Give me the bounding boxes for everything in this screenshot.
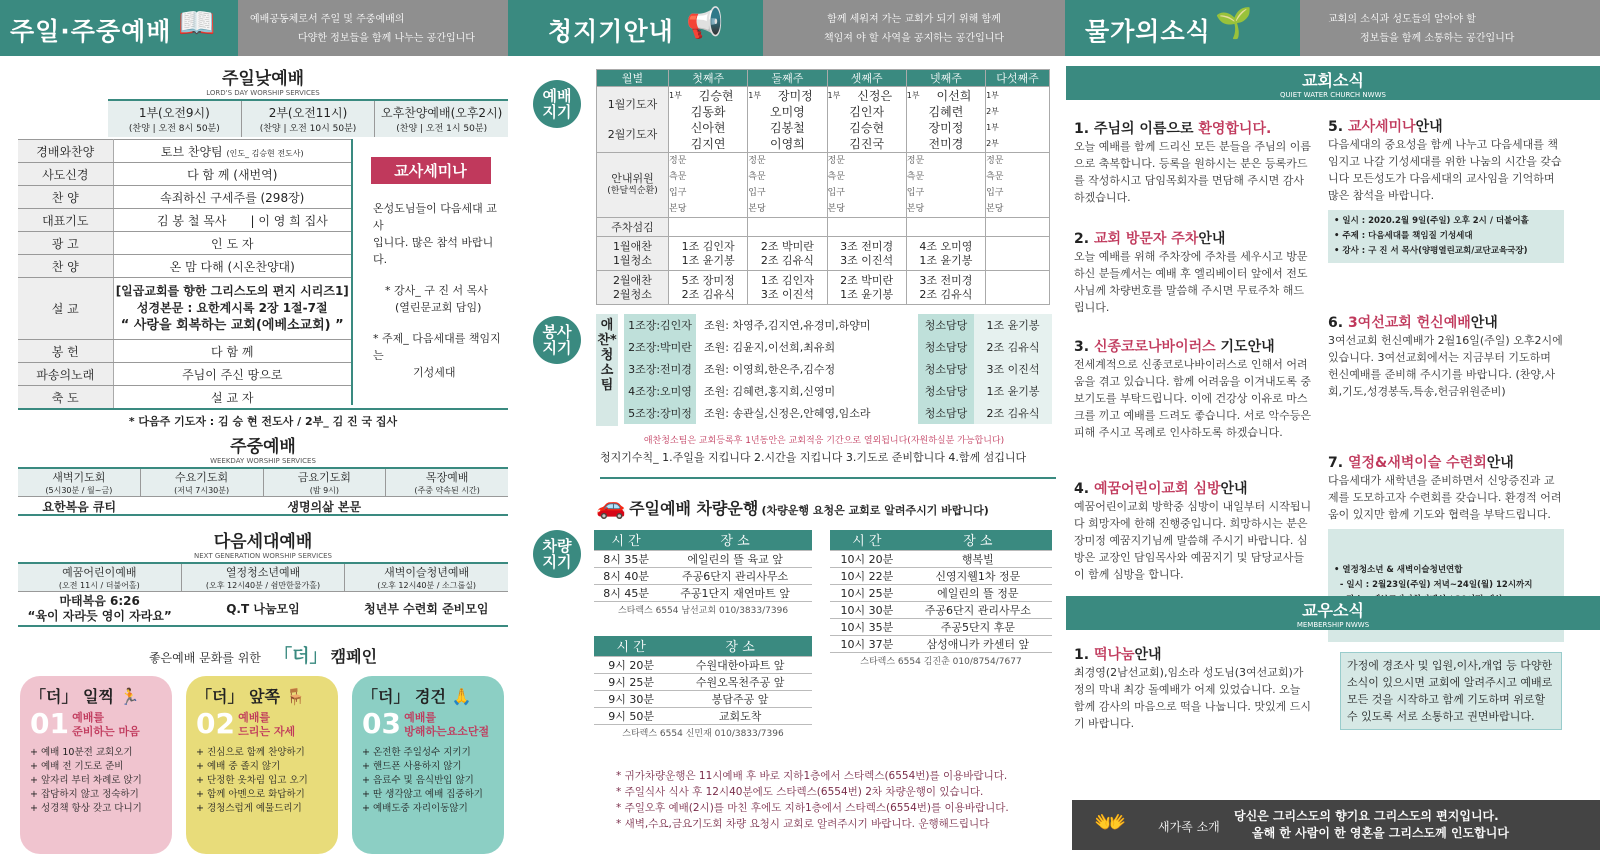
news-item-2: 2. 교회 방문자 주차안내 오늘 예배를 위해 주차장에 주차를 세우시고 방문하신 분들께서는 예배 후 엘리베이터 앞에서 전도사님께 차량번호를 말씀해 주시면 무료주차 해드립니다. [1074,231,1308,314]
member-news-banner: 교우소식 MEMBERSHIP NWWS [1066,596,1600,630]
sitting-icon: 🪑 [285,687,306,706]
car-table-1: 시 간 장 소 8시 35분 에일린의 뜰 육교 앞 8시 40분 주공6단지 관리사무소 8시 45분 주공1단지 재연마트 앞 스타렉스 6554 남선교회 010/3833/7396 [594,530,812,618]
header-desc-line: 정보들을 함께 소통하는 공간입니다 [1360,33,1515,44]
car-table-2: 시 간 장 소 9시 20분 수원대한아파트 앞 9시 25분 수원오목천주공 앞 9시 30분 봉담주공 앞 9시 50분 교회도착 스타렉스 6554 신민재 010/3833/7396 [594,636,812,741]
news-item-3: 3. 신종코로나바이러스 기도안내 전세계적으로 신종코로나바이러스로 인해서 어려움을 겪고 있습니다. 함께 어려움을 이겨내도록 중보기도를 부탁드립니다. 이에 건강상 이유로 마스크를 끼고 예배를 드려도 좋습니다. 서로 악수등은 피해 주시고 목례로 인사하도록 하겠습니다. [1074,339,1311,439]
header-title-worship: 주일·주중예배 [10,17,172,46]
header-desc-line: 교회의 소식과 성도들의 알아야 할 [1328,14,1476,25]
seminar-badge: 교사세미나 [371,157,491,184]
campaign-title: 좋은예배 문화를 위한 「더」 캠페인 [148,646,378,667]
news-item-4: 4. 예꿈어린이교회 심방안내 예꿈어린이교회 방학중 심방이 내일부터 시작됩니다 희망자에 한해 진행중입니다. 희망하시는 분은 장미정 예꿈지기님께 말씀해 주시기 바랍니다. 심방은 교장인 담임목사와 예꿈지기 및 담당교사들이 함께 심방을 합니다. [1074,481,1312,581]
weekday-section [18,432,508,516]
runner-icon: 🏃 [119,687,140,706]
service-times [108,99,508,137]
weekday-subtitle: WEEKDAY WORSHIP SERVICES [210,457,316,465]
megaphone-icon: 📢 [686,6,724,41]
news-item-5: 5. 교사세미나안내 다음세대의 중요성을 함께 나누고 다음세대를 책임지고 나갈 기성세대를 위한 나눔의 시간을 갖습니다 모든성도가 다음세대의 교사임을 기억하며 많은 참석을 바랍니다. • 일시 : 2020.2월 9일(주일) 오후 2시 / 더불어홀 • 주제 : 다음세대를 책임질 기성세대 • 강사 : 구 진 서 목사(양평열린교회/교단교육국장) [1328,116,1564,263]
nextgen-title: 다음세대예배 [213,532,313,552]
car-notes: * 귀가차량운행은 11시예배 후 바로 지하1층에서 스타렉스(6554번)를 이용바랍니다. * 주일식사 식사 후 12시40분에도 스타렉스(6554번) 2차 차량운행이 있습니다. * 주일오후 예배(2시)를 마친 후에도 지하1층에서 스타렉스(6554번)를 이용바랍니다. * 새벽,수요,금요기도회 차량 요청시 교회로 알려주시기 바랍니다. 운행해드립니다 [616,770,1009,830]
nextgen-section [18,527,508,627]
nextgen-header: 예꿈어린이예배 (오전 11시 / 더불어홀) 열정청소년예배 (오후 12시40분 / 쉼만한물가홀) 새벽이슬청년예배 (오후 12시40분 / 소그룹실) [18,562,508,591]
nextgen-values: 마태복음 6:26 “육이 자라듯 영이 자라요” Q.T 나눔모임 청년부 수련회 준비모임 [18,591,508,627]
news-item-1: 1. 주님의 이름으로 환영합니다. 오늘 예배를 함께 드리신 모든 분들을 주님의 이름으로 축복합니다. 등록을 원하시는 분은 등록카드를 작성하시고 담임목회자를 면담해 주시면 감사하겠습니다. [1074,121,1311,204]
bible-icon: 📖 [178,6,216,41]
kneeling-icon: 🙏 [451,687,472,706]
car-title: 🚗 주일예배 차량운행 (차량운행 요청은 교회로 알려주시기 바랍니다) [596,492,989,520]
nextgen-subtitle: NEXT GENERATION WORSHIP SERVICES [194,552,332,560]
member-item-1: 1. 떡나눔안내 최경영(2남선교회),임소라 성도님(3여선교회)가정의 막내 최강 돌예배가 어제 있었습니다. 오늘 함께 감사의 마음으로 떡을 나눕니다. 맛있게 드시기 바랍니다. [1074,647,1311,730]
header-desc-line: 함께 세워져 가는 교회가 되기 위해 함께 [827,14,1001,25]
church-news-banner: 교회소식 QUIET WATER CHURCH NWWS [1066,66,1600,100]
footer-banner: 👐 새가족 소개 당신은 그리스도의 향기요 그리스도의 편지입니다. 올해 한 사람이 한 영혼을 그리스도께 인도합니다 [1072,800,1600,850]
news-item-6: 6. 3여선교회 헌신예배안내 3여선교회 헌신예배가 2월16일(주일) 오후2시에 있습니다. 3여선교회에서는 지금부터 기도하며 헌신예배를 준비해 주시기를 바랍니다. (찬양,사회,기도,성경봉독,특송,헌금위원준비) [1328,315,1563,398]
sunday-section [18,64,508,137]
header-desc-1 [238,0,508,56]
header-desc-2 [763,0,1065,56]
header-desc-line: 다양한 정보들을 함께 나누는 공간입니다 [298,33,475,44]
weekday-title: 주중예배 [230,437,296,457]
campaign-card-3: 「더」 경건 🙏 03 예배를 방해하는요소단절 + 온전한 주일성수 지키기 + 핸드폰 사용하지 않기 + 음료수 및 음식반입 않기 + 딴 생각않고 예배 집중하기 + 예배도중 자리이동않기 [352,676,504,854]
badge-service-duty: 봉사 지기 [533,316,581,364]
team-table: 1조장:김인자 조원: 차영주,김지연,유경미,하양미 청소담당 1조 윤기봉 2조장:박미란 조원: 김윤지,이선희,최유희 청소담당 2조 김유식 3조장:전미경 조원: 이영희,한은주,김수정 청소담당 3조 이진석 4조장:오미영 조원: 김혜련,홍지희,신영미 청소담당 1조 윤기봉 5조장:장미정 조원: 송관실,신정은,안혜영,임소라 청소담당 2조 김유식 [624,314,1052,424]
service-3: 오후찬양예배(오후2시) (찬양 | 오전 1시 50분) [381,106,503,134]
header-desc-3 [1300,0,1600,56]
service-1: 1부(오전9시) (찬양 | 오전 8시 50분) [108,101,242,137]
service-2: 2부(오전11시) (찬양 | 오전 10시 50분) [242,101,376,137]
header-title-news: 물가의소식 [1085,17,1211,46]
next-week-prayer: * 다음주 기도자 : 김 승 현 전도사 / 2부_ 김 진 국 집사 [18,408,508,429]
header-title-steward: 청지기안내 [548,17,674,46]
campaign-card-2: 「더」 앞쪽 🪑 02 예배를 드리는 자세 + 진심으로 함께 찬양하기 + 예배 중 졸지 않기 + 단정한 옷차림 입고 오기 + 함께 아멘으로 화답하기 + 경청스럽게 예물드리기 [186,676,338,854]
news-item-7: 7. 열정&새벽이슬 수련회안내 다음세대가 새학년을 준비하면서 신앙증진과 교제를 도모하고자 수련회를 갖습니다. 환경적 어려움이 있지만 함께 기도와 협력을 부탁드립니다. • 열정청소년 & 새벽이슬청년연합 - 일시 : 2월23일(주일) 저녁~24일(월) 12시까지 [1328,452,1564,642]
member-notice-box: 가정에 경조사 및 입원,이사,개업 등 다양한 소식이 있으시면 교회에 알려주시고 예배로 모든 것을 시작하고 함께 기도하며 위로할 수 있도록 서로 소통하고 권면바랍니다. [1340,652,1562,730]
order-of-worship: 경배와찬양 토브 찬양팀 (인도_ 김승현 전도사) 사도신경 다 함 께 (새번역) 찬 양 속죄하신 구세주를 (298장) 대표기도 김 봉 철 목사 | 이 영 희 집사 광 고 인 도 자 찬 양 온 맘 다해 (시온찬양대) 설 교 [일곱교회를 향한 그리스도의 편지 시리즈1] 성경본문 : 요한계시록 2장 1절-7절 “ 사랑을 회복하는 교회(에베소교회) ” 봉 헌 다 함 께 파송의노래 주님이 주신 땅으로 축 도 설 교 자 [18,139,351,409]
hand-plant-icon: 🌱 [1215,6,1253,41]
campaign-card-1: 「더」 일찍 🏃 01 예배를 준비하는 마음 + 예배 10분전 교회오기 + 예배 전 기도로 준비 + 앞자리 부터 차례로 앉기 + 잡담하지 않고 정숙하기 + 성경책 항상 갖고 다니기 [20,676,172,854]
weekday-header: 새벽기도회 (5시30분 / 월~금) 수요기도회 (저녁 7시30분) 금요기도회 (밤 9시) 목장예배 (주중 약속된 시간) [18,467,508,496]
steward-rules: 청지기수칙_ 1.주일을 지킵니다 2.시간을 지킵니다 3.기도로 준비합니다 4.함께 섬깁니다 [600,449,1056,479]
sunday-subtitle: LORD'S DAY WORSHIP SERVICES [206,89,320,97]
seminar-topic: * 주제_ 다음세대를 책임지는 기성세대 [373,332,501,379]
team-note: 애찬청소팀은 교회등록후 1년동안은 교회적응 기간으로 열외됩니다(자원하실분 가능합니다) [643,436,1005,446]
car-table-3: 시 간 장 소 10시 20분 행복빌 10시 22분 신영지웰1차 정문 10시 25분 에일린의 뜰 정문 10시 30분 주공6단지 관리사무소 10시 35분 주공5단지 후문 10시 37분 삼성애니카 카센터 앞 스타렉스 6554 김진춘 010/8754/7677 [830,530,1052,669]
family-hands-icon: 👐 [1094,808,1127,838]
seminar-body: 온성도님들이 다음세대 교사 입니다. 많은 참석 바랍니다. [373,202,497,266]
badge-worship-duty: 예배 지기 [533,80,581,128]
car-icon: 🚗 [596,492,626,520]
sunday-title: 주일낮예배 [221,69,305,89]
seminar-box [351,139,508,405]
weekday-values: 요한복음 큐티 생명의삶 본문 [18,496,508,516]
header-col1 [0,0,238,56]
prayer-grid: 월별 첫째주 둘째주 셋째주 넷째주 다섯째주 1월기도자 2월기도자 1부 김승현 김동화 신아현 김지연 1부 장미정 오미영 김봉철 이영희 1부 신정은 김인자 김승현 김진국 1부 이선희 김혜련 장미정 전미경 1부 2부 1부 2부 안내위원 (한달씩순환) 정문 측문 입구 본당 정문 측문 입구 본당 정문 측문 입구 본당 정문 측문 입구 본당 정문 측문 입구 본당 주차섬김 1월애찬 1월청소 1조 김인자 1조 윤기봉 2조 박미란 2조 김유식 3조 전미경 3조 이진석 4조 오미영 1조 윤기봉 2월애찬 2월청소 5조 장미정 2조 김유식 1조 김인자 3조 이진석 2조 박미란 1조 윤기봉 3조 전미경 2조 김유식 [596,69,1050,305]
header-col2 [508,0,763,56]
header-desc-line: 예배공동체로서 주일 및 주중예배의 [250,14,405,25]
seminar-lecturer: * 강사_ 구 진 서 목사 (열린문교회 담임) [385,284,488,314]
team-label: 애찬*청소팀 [596,314,618,426]
header-desc-line: 책임져 야 할 사역을 공지하는 공간입니다 [823,33,1005,44]
badge-car-duty: 차량 지기 [533,530,581,578]
header-col3 [1065,0,1300,56]
